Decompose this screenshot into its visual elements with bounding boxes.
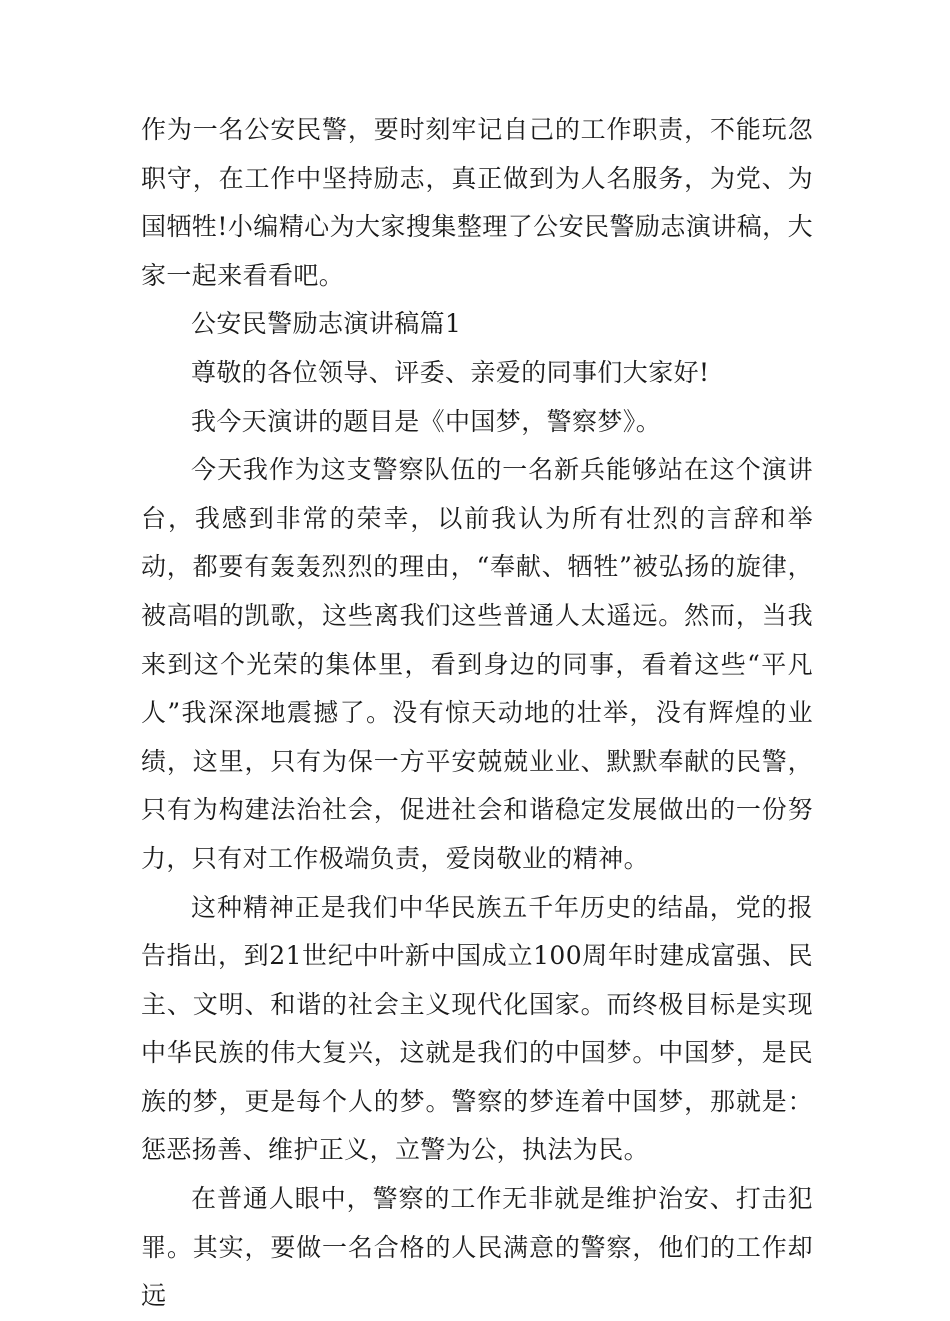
document-body xyxy=(141,106,813,1321)
paragraph-topic: 我今天演讲的题目是《中国梦，警察梦》。 xyxy=(191,406,662,436)
paragraph-greeting: 尊敬的各位领导、评委、亲爱的同事们大家好! xyxy=(191,357,710,387)
paragraph-body-3: 在普通人眼中，警察的工作无非就是维护治安、打击犯罪。其实，要做一名合格的人民满意的警察，他们的工作却远 xyxy=(141,1184,813,1311)
paragraph-body-2: 这种精神正是我们中华民族五千年历史的结晶，党的报告指出，到21世纪中叶新中国成立100周年时建成富强、民主、文明、和谐的社会主义现代化国家。而终极目标是实现中华民族的伟大复兴，这就是我们的中国梦。中国梦，是民族的梦，更是每个人的梦。警察的梦连着中国梦，那就是：惩恶扬善、维护正义，立警为公，执法为民。 xyxy=(141,892,813,1165)
paragraph-body-1: 今天我作为这支警察队伍的一名新兵能够站在这个演讲台，我感到非常的荣幸，以前我认为所有壮烈的言辞和举动，都要有轰轰烈烈的理由，“奉献、牺牲”被弘扬的旋律，被高唱的凯歌，这些离我们这些普通人太遥远。然而，当我来到这个光荣的集体里，看到身边的同事，看着这些“平凡人”我深深地震撼了。没有惊天动地的壮举，没有辉煌的业绩，这里，只有为保一方平安兢兢业业、默默奉献的民警，只有为构建法治社会，促进社会和谐稳定发展做出的一份努力，只有对工作极端负责，爱岗敬业的精神。 xyxy=(141,455,813,873)
paragraph-intro: 作为一名公安民警，要时刻牢记自己的工作职责，不能玩忽职守，在工作中坚持励志，真正做到为人名服务，为党、为国牺牲!小编精心为大家搜集整理了公安民警励志演讲稿，大家一起来看看吧。 xyxy=(141,115,813,290)
paragraph-heading: 公安民警励志演讲稿篇1 xyxy=(191,309,462,339)
